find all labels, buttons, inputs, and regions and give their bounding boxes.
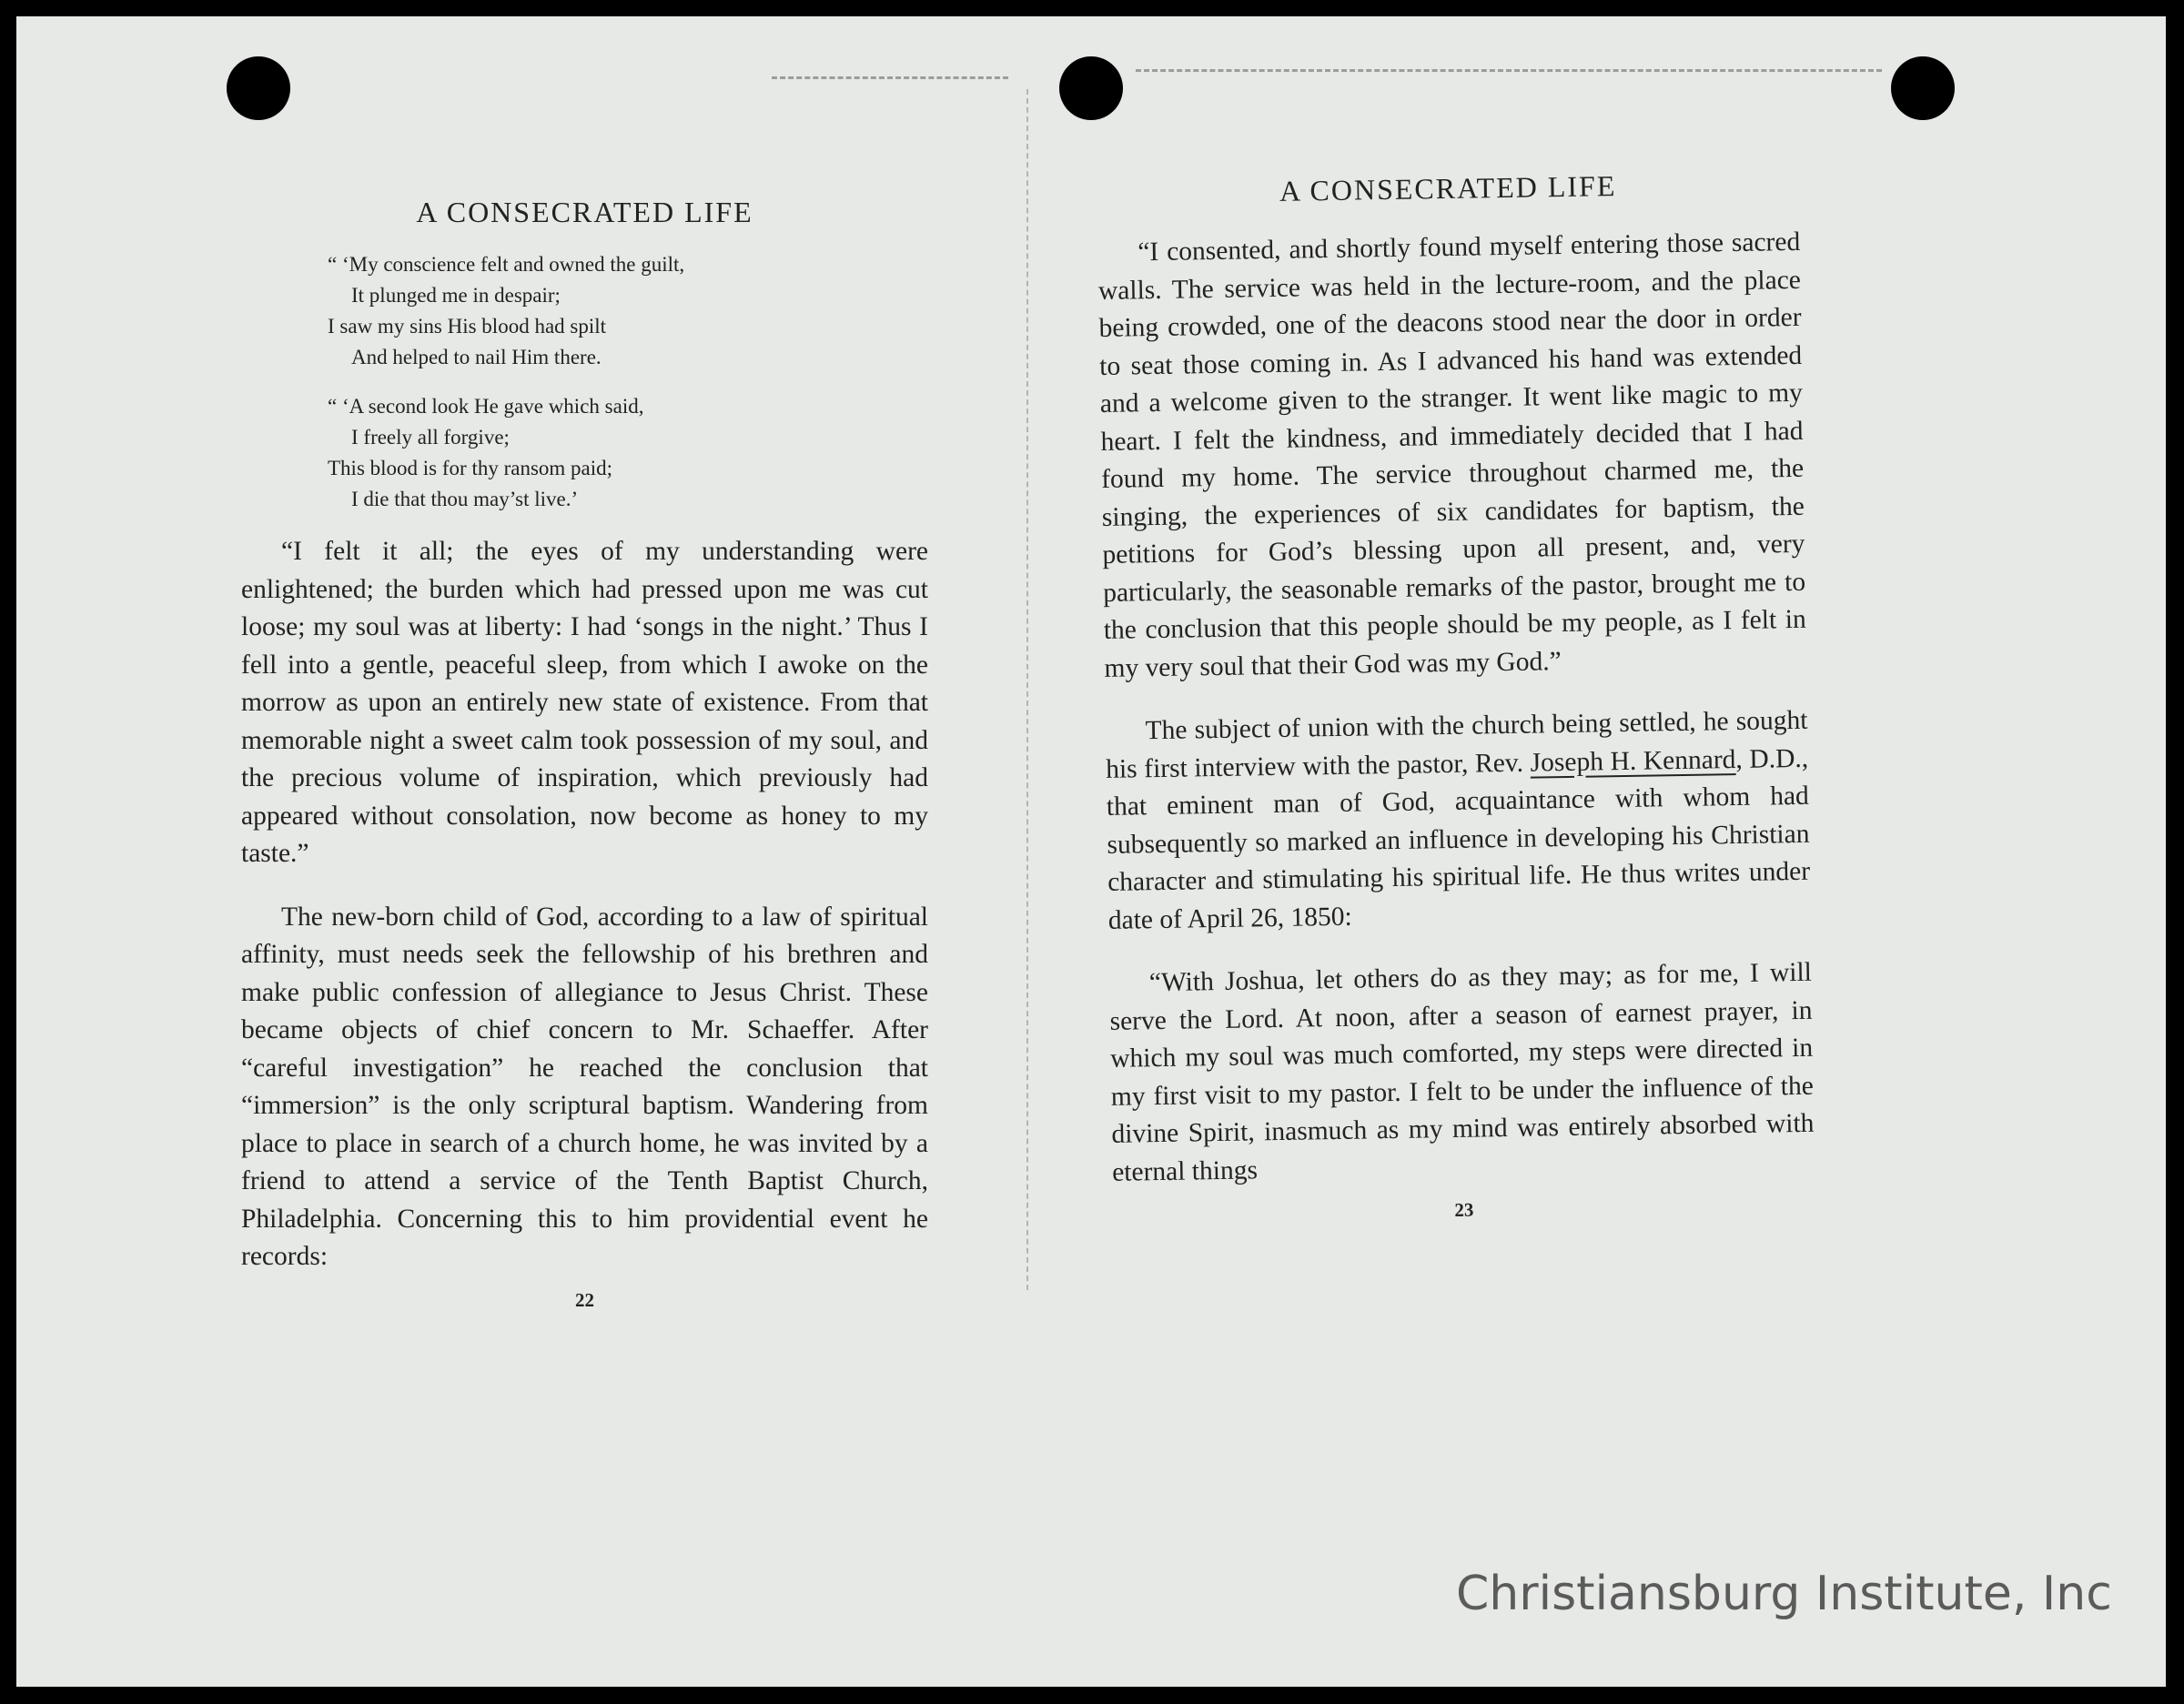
- page-number: 23: [1454, 1198, 1474, 1221]
- poem-line: And helped to nail Him there.: [351, 346, 602, 368]
- text-run: , D.D., that eminent man of God, acquaintance with whom had subsequently so marked an influence in developing his Christian character and stimulating his spiritual life. He thus writes under date of April 26, 1850:: [1106, 743, 1811, 935]
- paragraph: The new-born child of God, according to a law of spiritual affinity, must needs seek the fellowship of his brethren and make public confession of allegiance to Jesus Christ. These became objects of chief concern to Mr. Schaeffer. After “careful investigation” he reached the conclusion that “immersion” is the only scriptural baptism. Wandering from place to place in search of a church home, he was invited by a friend to attend a service of the Tenth Baptist Church, Philadelphia. Concerning this to him providential event he records:: [241, 902, 928, 1271]
- top-dash-line: [1136, 69, 1882, 72]
- poem-line: I freely all forgive;: [351, 426, 510, 449]
- punch-hole-center: [1059, 56, 1123, 120]
- page-fold-line: [1026, 89, 1028, 1290]
- left-page: [241, 196, 928, 1312]
- text-run: The subject of union with the church being settled, he sought his first interview with the pastor, Rev.: [1105, 705, 1808, 784]
- right-page: [1097, 166, 1815, 1227]
- page-number: 22: [575, 1288, 594, 1311]
- poem-line: “ ‘My conscience felt and owned the guilt,: [328, 253, 685, 276]
- poem-line: This blood is for thy ransom paid;: [328, 457, 613, 479]
- poem-line: “ ‘A second look He gave which said,: [328, 395, 644, 418]
- paragraph: [1105, 702, 1811, 940]
- top-dash-line: [772, 76, 1008, 79]
- page-title: A CONSECRATED LIFE: [1279, 169, 1617, 207]
- page-title: A CONSECRATED LIFE: [416, 196, 753, 228]
- paragraph: “I felt it all; the eyes of my understanding were enlightened; the burden which had pressed upon me was cut loose; my soul was at liberty: I had ‘songs in the night.’ Thus I fell into a gentle, peaceful sleep, from which I awoke on the morrow as upon an entirely new state of existence. From that memorable night a sweet calm took possession of my soul, and the precious volume of inspiration, which previously had appeared without consolation, now become as honey to my taste.”: [241, 537, 928, 868]
- poem: [328, 249, 928, 515]
- paragraph: “I consented, and shortly found myself entering those sacred walls. The service was held in the lecture-room, and the place being crowded, one of the deacons stood near the door in order to seat those coming in. As I advanced his hand was extended and a welcome given to the stranger. It went like magic to my heart. I felt the kindness, and immediately decided that I had found my home. The service throughout charmed me, the singing, the experiences of six candidates for baptism, the petitions for God’s blessing upon all present, and, very particularly, the seasonable remarks of the pastor, brought me to the conclusion that this people should be my people, as I felt in my very soul that their God was my God.”: [1097, 227, 1806, 683]
- punch-hole-right: [1891, 56, 1955, 120]
- poem-line: I saw my sins His blood had spilt: [328, 315, 607, 338]
- poem-line: It plunged me in despair;: [351, 284, 561, 307]
- watermark: Christiansburg Institute, Inc: [1456, 1567, 2112, 1621]
- underlined-name: Joseph H. Kennard: [1530, 744, 1736, 778]
- poem-line: I die that thou may’st live.’: [351, 488, 579, 510]
- paragraph: “With Joshua, let others do as they may; as for me, I will serve the Lord. At noon, after a season of earnest prayer, in which my soul was much comforted, my steps were directed in my first visit to my pastor. I felt to be under the influence of the divine Spirit, inasmuch as my mind was entirely absorbed with eternal things: [1109, 957, 1815, 1187]
- punch-hole-left: [227, 56, 290, 120]
